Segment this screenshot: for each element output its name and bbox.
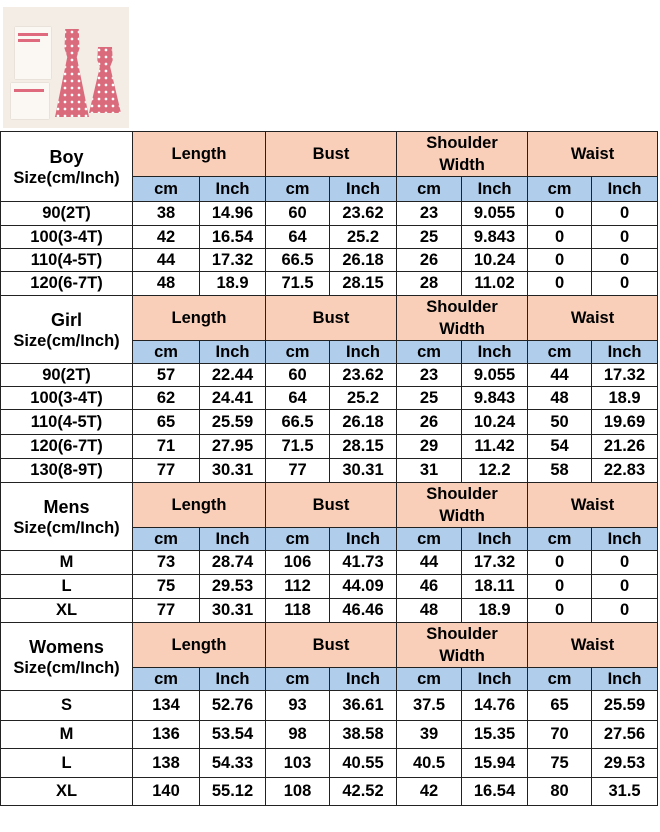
size-label: 100(3-4T) [1, 387, 133, 410]
table-cell: 16.54 [462, 778, 528, 806]
table-cell: 23 [397, 364, 462, 387]
table-cell: 28.74 [200, 551, 266, 575]
table-row [1, 226, 658, 249]
size-label: M [1, 551, 133, 575]
table-cell: 21.26 [592, 435, 658, 459]
size-label: 120(6-7T) [1, 435, 133, 459]
table-cell: 93 [266, 691, 330, 721]
column-header-bust [266, 483, 397, 528]
table-cell: 27.56 [592, 721, 658, 749]
table-cell: 29 [397, 435, 462, 459]
column-header-waist [528, 623, 658, 668]
table-cell: 134 [133, 691, 200, 721]
table-cell: 66.5 [266, 410, 330, 435]
section-subtitle: Size(cm/Inch) [13, 658, 120, 677]
unit-label-cm: cm [266, 341, 330, 364]
table-cell: 42.52 [330, 778, 397, 806]
table-cell: 40.5 [397, 749, 462, 778]
column-header-bust [266, 132, 397, 177]
table-cell: 26.18 [330, 410, 397, 435]
table-cell: 23 [397, 202, 462, 226]
unit-label-inch: Inch [200, 177, 266, 202]
column-header-label: Waist [570, 636, 615, 654]
table-cell: 108 [266, 778, 330, 806]
table-cell: 60 [266, 202, 330, 226]
table-cell: 40.55 [330, 749, 397, 778]
table-cell: 64 [266, 387, 330, 410]
table-cell: 55.12 [200, 778, 266, 806]
table-cell: 0 [592, 249, 658, 272]
table-cell: 44 [397, 551, 462, 575]
table-cell: 48 [133, 272, 200, 296]
table-cell: 71 [133, 435, 200, 459]
column-header-shoulder-width [397, 132, 528, 177]
table-cell: 0 [528, 575, 592, 599]
section-title: Mens [43, 496, 90, 517]
section-header-row [1, 623, 658, 668]
table-cell: 25 [397, 226, 462, 249]
table-cell: 10.24 [462, 410, 528, 435]
column-header-length [133, 296, 266, 341]
table-cell: 65 [528, 691, 592, 721]
column-header-bust [266, 623, 397, 668]
column-header-label: Width [439, 156, 485, 174]
size-label: 90(2T) [1, 202, 133, 226]
table-cell: 41.73 [330, 551, 397, 575]
unit-label-cm: cm [133, 668, 200, 691]
column-header-label: Width [439, 647, 485, 665]
unit-label-cm: cm [397, 177, 462, 202]
table-row [1, 364, 658, 387]
table-cell: 16.54 [200, 226, 266, 249]
unit-label-inch: Inch [330, 177, 397, 202]
table-cell: 73 [133, 551, 200, 575]
column-header-waist [528, 132, 658, 177]
size-label: 130(8-9T) [1, 459, 133, 483]
column-header-length [133, 623, 266, 668]
table-cell: 15.94 [462, 749, 528, 778]
column-header-waist [528, 296, 658, 341]
table-row [1, 551, 658, 575]
unit-label-inch: Inch [330, 528, 397, 551]
table-row [1, 721, 658, 749]
section-label-mens [1, 483, 133, 551]
section-header-row [1, 132, 658, 177]
table-row [1, 249, 658, 272]
table-cell: 9.055 [462, 364, 528, 387]
column-header-label: Bust [312, 309, 350, 327]
table-cell: 0 [592, 202, 658, 226]
unit-label-cm: cm [266, 668, 330, 691]
size-label: 110(4-5T) [1, 410, 133, 435]
table-cell: 106 [266, 551, 330, 575]
column-header-label: Width [439, 320, 485, 338]
column-header-label: Waist [570, 496, 615, 514]
table-cell: 37.5 [397, 691, 462, 721]
table-cell: 25.2 [330, 226, 397, 249]
table-cell: 140 [133, 778, 200, 806]
column-header-label: Shoulder [426, 625, 498, 643]
column-header-label: Waist [570, 145, 615, 163]
table-cell: 28.15 [330, 272, 397, 296]
table-cell: 77 [266, 459, 330, 483]
size-label: XL [1, 778, 133, 806]
unit-label-cm: cm [397, 528, 462, 551]
table-cell: 64 [266, 226, 330, 249]
unit-label-inch: Inch [200, 341, 266, 364]
unit-label-inch: Inch [200, 528, 266, 551]
size-label: XL [1, 599, 133, 623]
column-header-length [133, 132, 266, 177]
table-cell: 29.53 [592, 749, 658, 778]
table-cell: 53.54 [200, 721, 266, 749]
table-cell: 30.31 [330, 459, 397, 483]
table-cell: 25.2 [330, 387, 397, 410]
table-cell: 80 [528, 778, 592, 806]
table-cell: 28 [397, 272, 462, 296]
table-cell: 138 [133, 749, 200, 778]
table-cell: 30.31 [200, 599, 266, 623]
table-cell: 14.76 [462, 691, 528, 721]
size-card-decoration [11, 83, 49, 119]
unit-label-cm: cm [266, 177, 330, 202]
table-cell: 75 [133, 575, 200, 599]
size-label: 120(6-7T) [1, 272, 133, 296]
table-cell: 24.41 [200, 387, 266, 410]
section-label-girl [1, 296, 133, 364]
column-header-shoulder-width [397, 296, 528, 341]
table-cell: 31.5 [592, 778, 658, 806]
section-header-row [1, 296, 658, 341]
table-row [1, 749, 658, 778]
table-cell: 60 [266, 364, 330, 387]
unit-label-inch: Inch [200, 668, 266, 691]
table-cell: 57 [133, 364, 200, 387]
table-cell: 17.32 [200, 249, 266, 272]
section-subtitle: Size(cm/Inch) [13, 331, 120, 350]
column-header-label: Bust [312, 145, 350, 163]
column-header-label: Bust [312, 496, 350, 514]
column-header-bust [266, 296, 397, 341]
table-row [1, 778, 658, 806]
size-card-decoration [15, 27, 51, 79]
unit-label-inch: Inch [462, 668, 528, 691]
section-label-boy [1, 132, 133, 202]
table-cell: 46 [397, 575, 462, 599]
unit-label-cm: cm [133, 528, 200, 551]
unit-label-inch: Inch [592, 177, 658, 202]
unit-label-inch: Inch [592, 341, 658, 364]
table-cell: 23.62 [330, 364, 397, 387]
table-cell: 15.35 [462, 721, 528, 749]
table-row [1, 599, 658, 623]
table-row [1, 459, 658, 483]
section-title: Girl [50, 309, 82, 330]
table-cell: 26 [397, 249, 462, 272]
table-cell: 0 [592, 575, 658, 599]
table-cell: 77 [133, 459, 200, 483]
table-cell: 70 [528, 721, 592, 749]
table-cell: 66.5 [266, 249, 330, 272]
section-title: Womens [29, 636, 104, 657]
table-cell: 14.96 [200, 202, 266, 226]
table-cell: 0 [592, 599, 658, 623]
table-cell: 48 [397, 599, 462, 623]
table-cell: 11.02 [462, 272, 528, 296]
table-cell: 0 [592, 272, 658, 296]
table-cell: 44 [133, 249, 200, 272]
adult-dress-icon [55, 29, 89, 117]
unit-label-cm: cm [133, 177, 200, 202]
unit-label-inch: Inch [592, 528, 658, 551]
table-cell: 44 [528, 364, 592, 387]
table-cell: 28.15 [330, 435, 397, 459]
unit-label-cm: cm [528, 177, 592, 202]
size-label: 90(2T) [1, 364, 133, 387]
table-cell: 0 [528, 249, 592, 272]
section-subtitle: Size(cm/Inch) [13, 168, 120, 187]
size-label: S [1, 691, 133, 721]
unit-label-inch: Inch [592, 668, 658, 691]
table-cell: 71.5 [266, 272, 330, 296]
table-cell: 0 [528, 272, 592, 296]
table-cell: 18.9 [462, 599, 528, 623]
table-cell: 42 [133, 226, 200, 249]
table-cell: 77 [133, 599, 200, 623]
size-label: 110(4-5T) [1, 249, 133, 272]
unit-label-cm: cm [397, 668, 462, 691]
column-header-label: Bust [312, 636, 350, 654]
table-cell: 58 [528, 459, 592, 483]
unit-label-cm: cm [528, 341, 592, 364]
table-cell: 0 [528, 226, 592, 249]
table-cell: 9.055 [462, 202, 528, 226]
table-cell: 44.09 [330, 575, 397, 599]
column-header-label: Shoulder [426, 485, 498, 503]
table-cell: 25.59 [200, 410, 266, 435]
table-cell: 12.2 [462, 459, 528, 483]
table-cell: 18.9 [592, 387, 658, 410]
unit-label-cm: cm [133, 341, 200, 364]
table-cell: 54.33 [200, 749, 266, 778]
table-cell: 23.62 [330, 202, 397, 226]
column-header-label: Waist [570, 309, 615, 327]
table-cell: 17.32 [462, 551, 528, 575]
table-cell: 18.9 [200, 272, 266, 296]
table-cell: 112 [266, 575, 330, 599]
table-cell: 9.843 [462, 226, 528, 249]
column-header-label: Shoulder [426, 298, 498, 316]
table-cell: 18.11 [462, 575, 528, 599]
table-cell: 118 [266, 599, 330, 623]
table-cell: 26.18 [330, 249, 397, 272]
unit-label-cm: cm [528, 528, 592, 551]
table-cell: 9.843 [462, 387, 528, 410]
table-cell: 0 [592, 226, 658, 249]
unit-label-cm: cm [397, 341, 462, 364]
table-row [1, 575, 658, 599]
table-row [1, 691, 658, 721]
table-cell: 38.58 [330, 721, 397, 749]
table-cell: 71.5 [266, 435, 330, 459]
unit-label-inch: Inch [330, 668, 397, 691]
table-row [1, 272, 658, 296]
unit-label-inch: Inch [462, 341, 528, 364]
unit-label-inch: Inch [330, 341, 397, 364]
table-cell: 50 [528, 410, 592, 435]
size-chart-table [0, 131, 658, 806]
unit-label-cm: cm [266, 528, 330, 551]
dress-product-thumbnail [3, 7, 129, 128]
table-cell: 136 [133, 721, 200, 749]
table-cell: 52.76 [200, 691, 266, 721]
table-cell: 48 [528, 387, 592, 410]
column-header-shoulder-width [397, 483, 528, 528]
table-cell: 22.44 [200, 364, 266, 387]
table-cell: 65 [133, 410, 200, 435]
column-header-shoulder-width [397, 623, 528, 668]
table-cell: 75 [528, 749, 592, 778]
unit-label-inch: Inch [462, 528, 528, 551]
table-cell: 10.24 [462, 249, 528, 272]
table-cell: 0 [592, 551, 658, 575]
unit-label-inch: Inch [462, 177, 528, 202]
table-cell: 62 [133, 387, 200, 410]
table-cell: 22.83 [592, 459, 658, 483]
column-header-waist [528, 483, 658, 528]
table-cell: 25 [397, 387, 462, 410]
section-subtitle: Size(cm/Inch) [13, 518, 120, 537]
column-header-label: Length [171, 636, 227, 654]
table-cell: 42 [397, 778, 462, 806]
unit-label-cm: cm [528, 668, 592, 691]
section-label-womens [1, 623, 133, 691]
table-cell: 46.46 [330, 599, 397, 623]
table-cell: 54 [528, 435, 592, 459]
size-label: 100(3-4T) [1, 226, 133, 249]
table-cell: 30.31 [200, 459, 266, 483]
table-cell: 98 [266, 721, 330, 749]
column-header-length [133, 483, 266, 528]
size-label: M [1, 721, 133, 749]
table-cell: 31 [397, 459, 462, 483]
table-cell: 19.69 [592, 410, 658, 435]
size-label: L [1, 749, 133, 778]
table-row [1, 410, 658, 435]
table-cell: 11.42 [462, 435, 528, 459]
table-row [1, 202, 658, 226]
table-row [1, 387, 658, 410]
table-cell: 103 [266, 749, 330, 778]
column-header-label: Width [439, 507, 485, 525]
table-cell: 39 [397, 721, 462, 749]
table-cell: 17.32 [592, 364, 658, 387]
table-cell: 27.95 [200, 435, 266, 459]
table-cell: 25.59 [592, 691, 658, 721]
table-cell: 0 [528, 599, 592, 623]
table-cell: 29.53 [200, 575, 266, 599]
table-cell: 0 [528, 551, 592, 575]
table-cell: 0 [528, 202, 592, 226]
column-header-label: Shoulder [426, 134, 498, 152]
child-dress-icon [89, 47, 121, 113]
column-header-label: Length [171, 496, 227, 514]
table-row [1, 435, 658, 459]
table-cell: 36.61 [330, 691, 397, 721]
column-header-label: Length [171, 145, 227, 163]
table-cell: 38 [133, 202, 200, 226]
column-header-label: Length [171, 309, 227, 327]
section-title: Boy [49, 146, 84, 167]
table-cell: 26 [397, 410, 462, 435]
section-header-row [1, 483, 658, 528]
size-label: L [1, 575, 133, 599]
